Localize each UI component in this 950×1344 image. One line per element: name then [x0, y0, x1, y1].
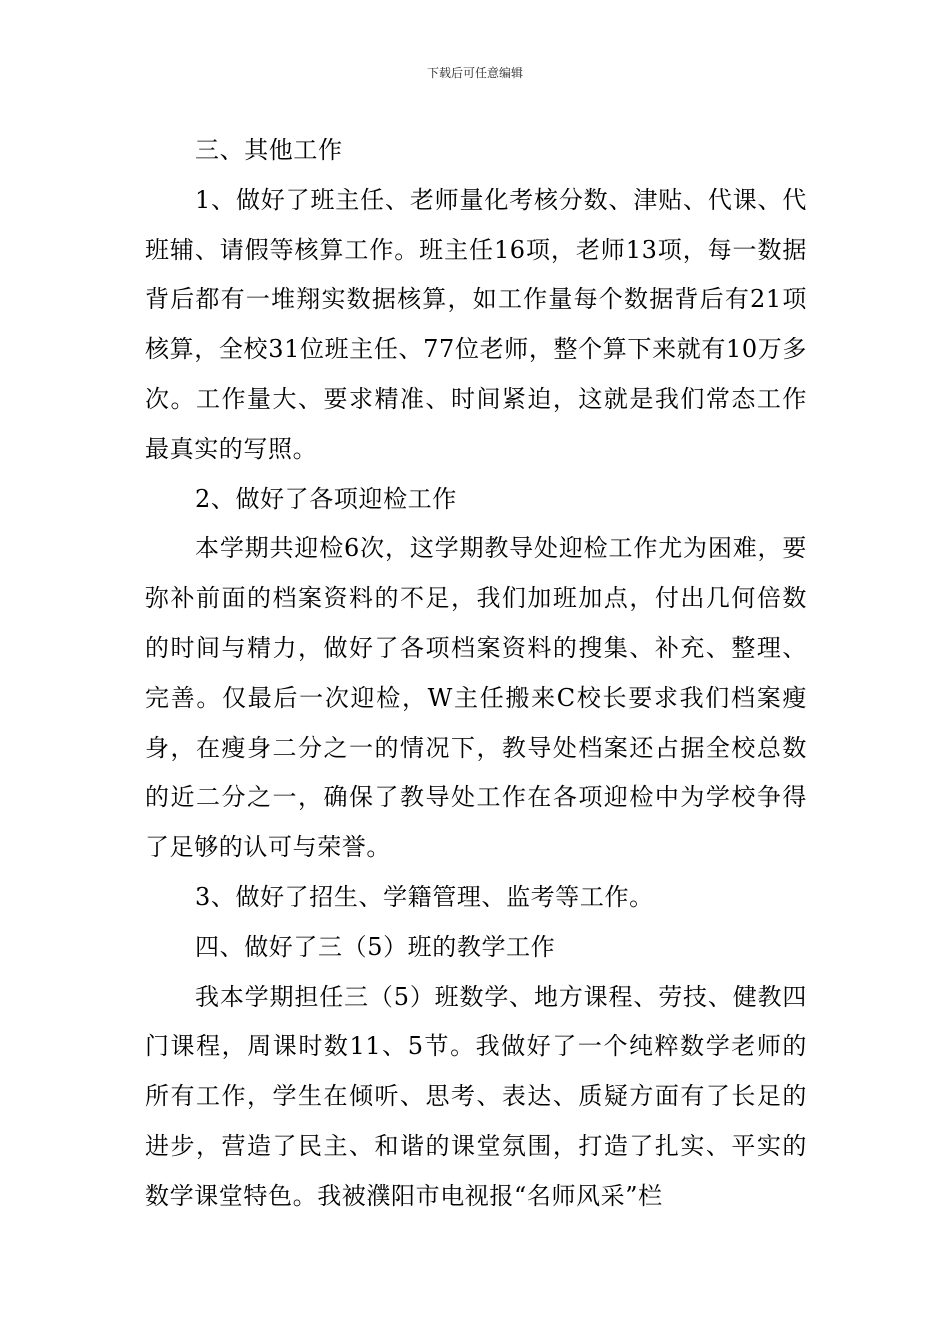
section-heading-other-work: 三、其他工作 [195, 136, 343, 164]
paragraph-class-teaching-details: 我本学期担任三（5）班数学、地方课程、劳技、健教四门课程，周课时数11、5节。我做好了一个纯粹数学老师的所有工作，学生在倾听、思考、表达、质疑方面有了长足的进步，营造了民主、和谐的课堂氛围，打造了扎实、平实的数学课堂特色。我被濮阳市电视报“名师风采”栏 [145, 982, 807, 1210]
page-header-note: 下载后可任意编辑 [426, 66, 523, 80]
paragraph-assessment-accounting: 1、做好了班主任、老师量化考核分数、津贴、代课、代班辅、请假等核算工作。班主任16项，老师13项，每一数据背后都有一堆翔实数据核算，如工作量每个数据背后有21项核算，全校31位班主任、77位老师，整个算下来就有10万多次。工作量大、要求精准、时间紧迫，这就是我们常态工作最真实的写照。 [145, 185, 807, 463]
subheading-inspection-work: 2、做好了各项迎检工作 [195, 484, 457, 513]
section-heading-class-teaching: 四、做好了三（5）班的教学工作 [195, 932, 556, 961]
paragraph-enrollment-work: 3、做好了招生、学籍管理、监考等工作。 [195, 882, 654, 911]
paragraph-inspection-details: 本学期共迎检6次，这学期教导处迎检工作尤为困难，要弥补前面的档案资料的不足，我们加班加点，付出几何倍数的时间与精力，做好了各项档案资料的搜集、补充、整理、完善。仅最后一次迎检，W主任搬来C校长要求我们档案瘦身，在瘦身二分之一的情况下，教导处档案还占据全校总数的近二分之一，确保了教导处工作在各项迎检中为学校争得了足够的认可与荣誉。 [145, 534, 807, 862]
document-body [145, 126, 807, 1222]
